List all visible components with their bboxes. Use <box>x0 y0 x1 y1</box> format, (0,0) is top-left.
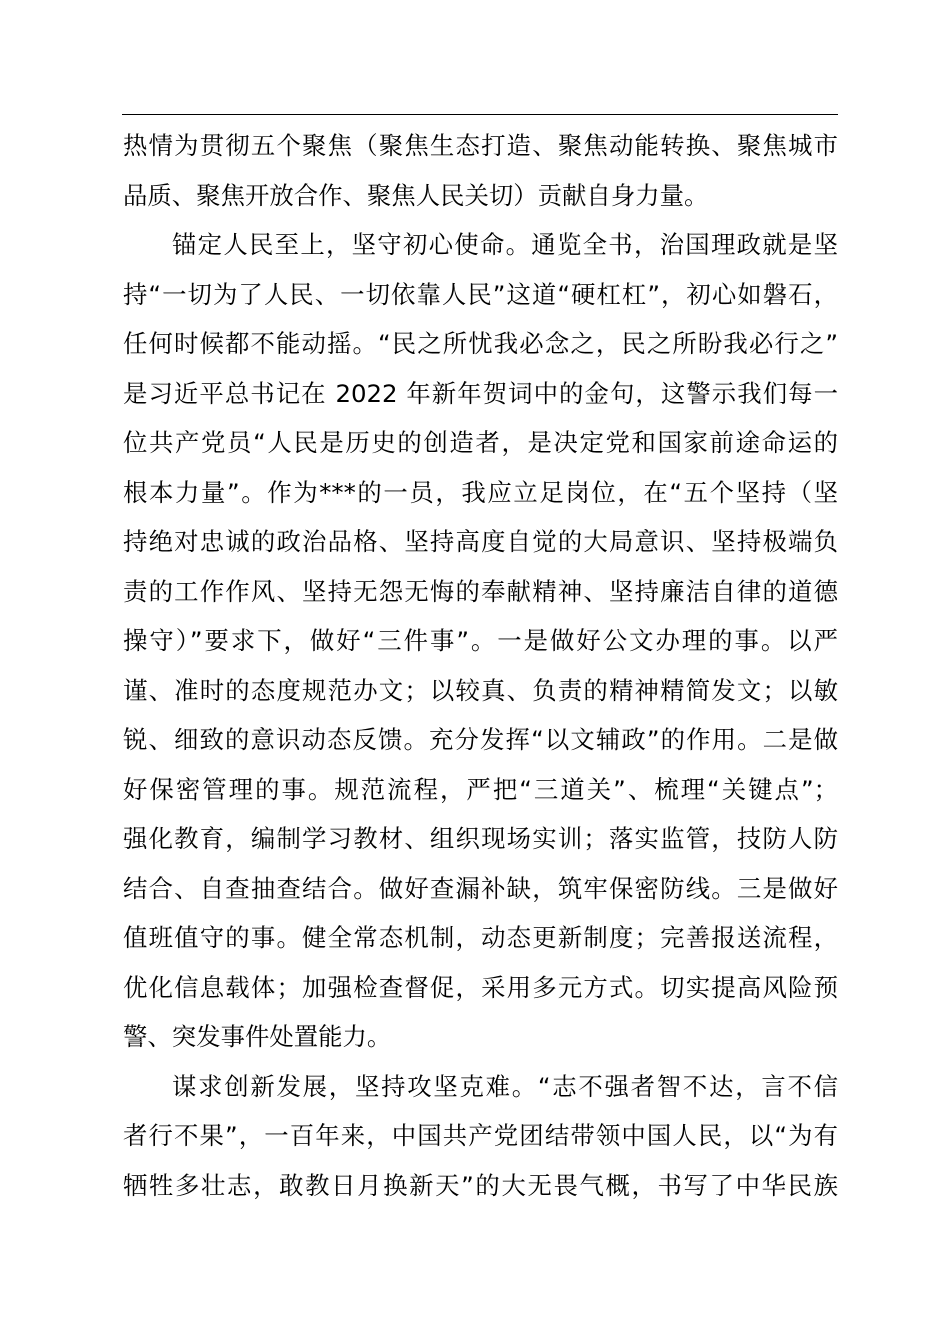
text-line: 品质、聚焦开放合作、聚焦人民关切）贡献自身力量。 <box>123 180 709 210</box>
text-line: 强化教育，编制学习教材、组织现场实训；落实监管，技防人防 <box>123 824 838 853</box>
text-line: 操守）”要求下，做好“三件事”。一是做好公文办理的事。以严 <box>123 626 838 655</box>
text-line: 优化信息载体；加强检查督促，采用多元方式。切实提高风险预 <box>123 972 838 1002</box>
text-line: 锐、细致的意识动态反馈。充分发挥“以文辅政”的作用。二是做 <box>123 725 838 754</box>
text-line: 值班值守的事。健全常态机制，动态更新制度；完善报送流程， <box>123 923 838 952</box>
text-line: 锚定人民至上，坚守初心使命。通览全书，治国理政就是坚 <box>172 230 838 259</box>
text-line: 根本力量”。作为***的一员，我应立足岗位，在“五个坚持（坚 <box>123 477 838 507</box>
text-line: 位共产党员“人民是历史的创造者，是决定党和国家前途命运的 <box>123 428 838 457</box>
text-line: 持绝对忠诚的政治品格、坚持高度自觉的大局意识、坚持极端负 <box>123 527 838 556</box>
text-line: 热情为贯彻五个聚焦（聚焦生态打造、聚焦动能转换、聚焦城市 <box>123 131 838 160</box>
text-line: 好保密管理的事。规范流程，严把“三道关”、梳理“关键点”； <box>123 774 838 804</box>
text-line: 是习近平总书记在 2022 年新年贺词中的金句，这警示我们每一 <box>123 378 838 408</box>
text-line: 任何时候都不能动摇。“民之所忧我必念之，民之所盼我必行之” <box>123 329 838 358</box>
text-line: 牺牲多壮志，敢教日月换新天”的大无畏气概，书写了中华民族 <box>123 1170 838 1200</box>
document-body <box>123 121 838 1210</box>
text-line: 结合、自查抽查结合。做好查漏补缺，筑牢保密防线。三是做好 <box>123 873 838 903</box>
text-line: 警、突发事件处置能力。 <box>123 1022 392 1051</box>
text-line: 者行不果”，一百年来，中国共产党团结带领中国人民，以“为有 <box>123 1121 838 1150</box>
text-line: 谨、准时的态度规范办文；以较真、负责的精神精简发文；以敏 <box>123 675 838 705</box>
header-rule <box>122 114 838 115</box>
text-line: 责的工作作风、坚持无怨无悔的奉献精神、坚持廉洁自律的道德 <box>123 576 838 606</box>
text-line: 持“一切为了人民、一切依靠人民”这道“硬杠杠”，初心如磐石， <box>123 279 838 309</box>
text-line: 谋求创新发展，坚持攻坚克难。“志不强者智不达，言不信 <box>172 1071 838 1101</box>
